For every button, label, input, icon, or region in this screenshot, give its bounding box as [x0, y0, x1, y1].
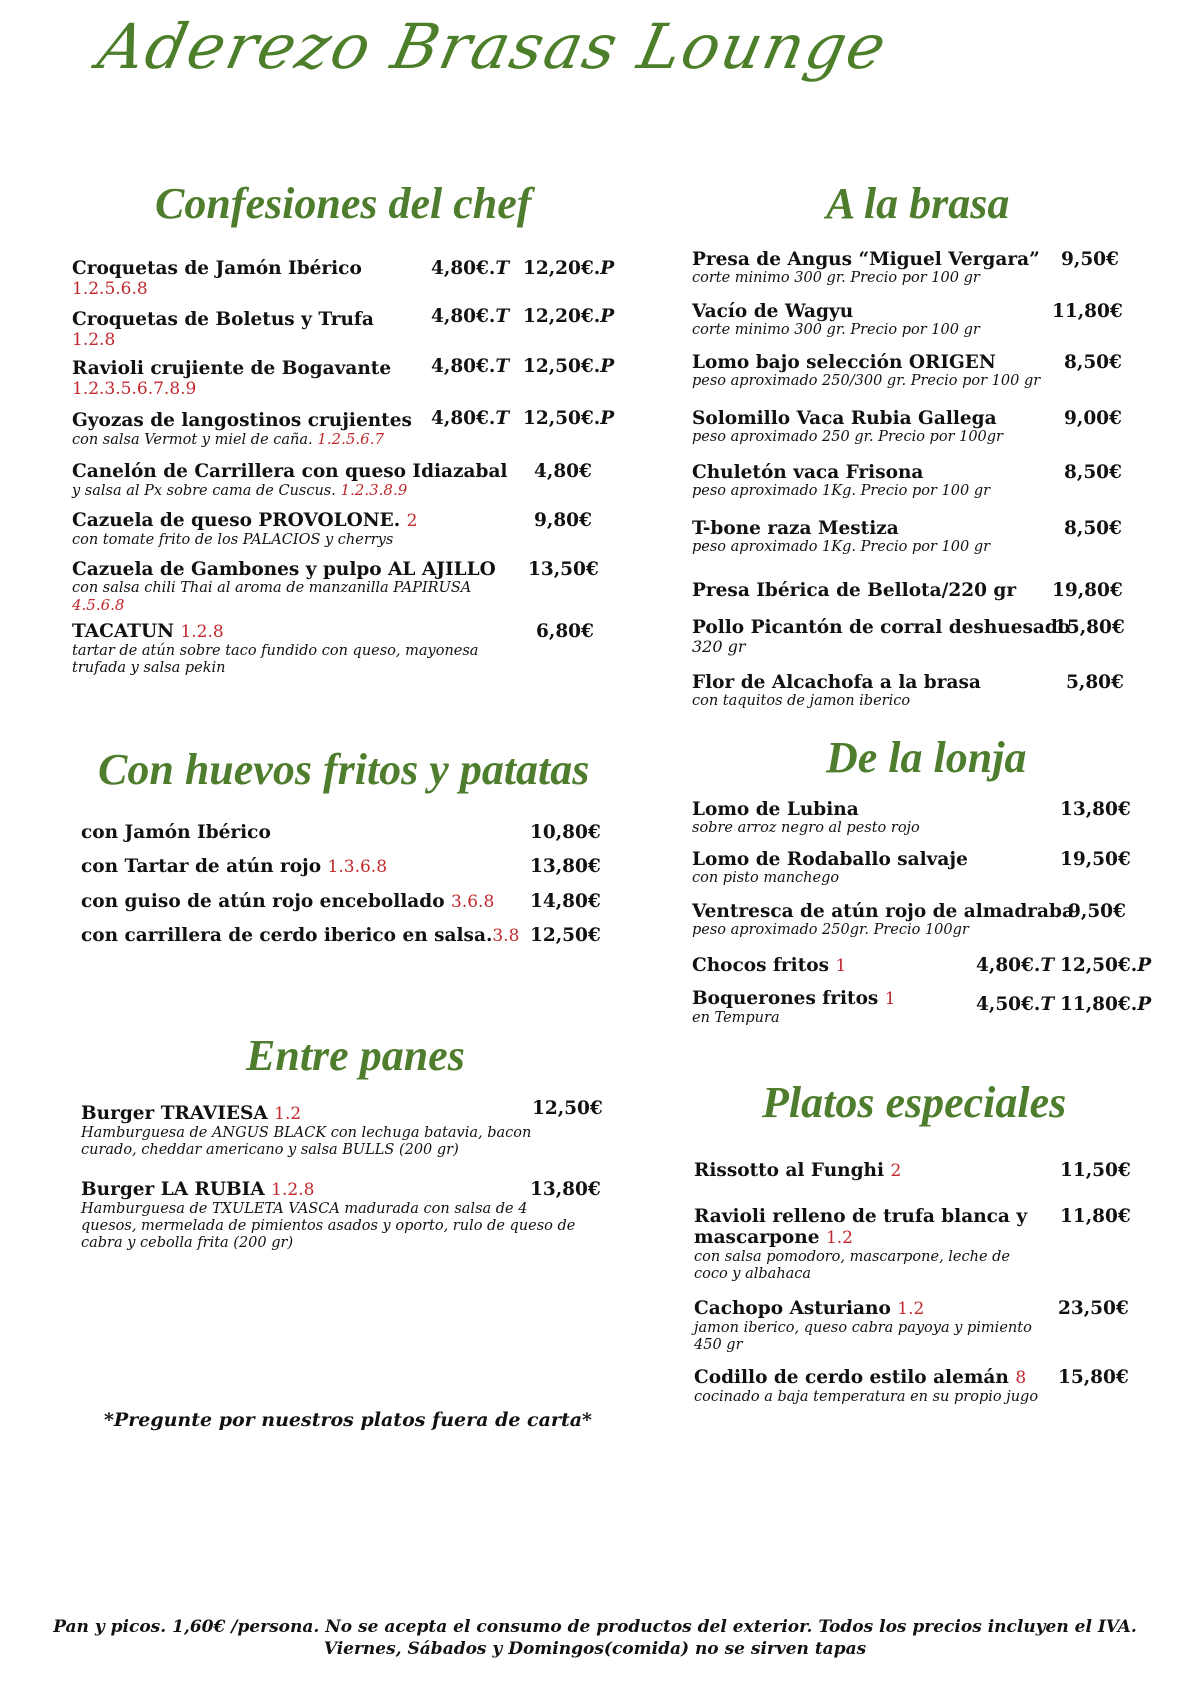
- section-title-panes: Entre panes: [246, 1031, 465, 1080]
- allergens: 1.2.5.6.8: [72, 279, 148, 299]
- price: 9,80€: [534, 510, 592, 531]
- price: 15,80€: [1058, 1367, 1129, 1388]
- section-title-lonja: De la lonja: [826, 733, 1027, 782]
- menu-item: Cazuela de queso PROVOLONE. 2 con tomate frito de los PALACIOS y cherrys: [72, 510, 418, 548]
- price: 8,50€: [1064, 518, 1122, 539]
- price-plate: 12,20€.P: [523, 258, 615, 279]
- menu-item: Vacío de Wagyu corte minimo 300 gr. Precio por 100 gr: [692, 301, 980, 338]
- price-plate: 12,20€.P: [523, 306, 615, 327]
- menu-item: Lomo de Lubina sobre arroz negro al pesto rojo: [692, 799, 920, 836]
- menu-item: Lomo de Rodaballo salvaje con pisto manchego: [692, 849, 968, 886]
- menu-item: TACATUN 1.2.8 tartar de atún sobre taco fundido con queso, mayonesa trufada y salsa pekin: [72, 621, 479, 676]
- menu-item: Burger TRAVIESA 1.2 Hamburguesa de ANGUS BLACK con lechuga batavia, bacon curado, cheddar americano y salsa BULLS (200 gr): [81, 1103, 532, 1158]
- price: 15,80€: [1054, 617, 1125, 638]
- price-tapa: 4,80€.T: [431, 258, 510, 279]
- price-tapa: 4,80€.T: [431, 356, 510, 377]
- allergens: 1.2.8: [72, 330, 116, 350]
- price-tapa: 4,80€.T: [976, 955, 1055, 976]
- menu-item: Chocos fritos 1: [692, 955, 847, 976]
- price: 23,50€: [1058, 1298, 1129, 1319]
- menu-item: con carrillera de cerdo iberico en salsa.3.8: [81, 925, 520, 946]
- price: 6,80€: [536, 621, 594, 642]
- section-title-especiales: Platos especiales: [762, 1078, 1067, 1127]
- menu-item: Chuletón vaca Frisona peso aproximado 1Kg. Precio por 100 gr: [692, 462, 991, 499]
- menu-item: Pollo Picantón de corral deshuesado 320 gr: [692, 617, 1071, 656]
- menu-item: Gyozas de langostinos crujientes con salsa Vermot y miel de caña. 1.2.5.6.7: [72, 410, 412, 448]
- price: 11,80€: [1060, 1206, 1131, 1227]
- menu-item: Cazuela de Gambones y pulpo AL AJILLO con salsa chili Thai al aroma de manzanilla PAPIRUSA 4.5.6.8: [72, 559, 496, 614]
- menu-item: Solomillo Vaca Rubia Gallega peso aproximado 250 gr. Precio por 100gr: [692, 408, 1003, 445]
- menu-item: Ventresca de atún rojo de almadraba peso aproximado 250gr. Precio 100gr: [692, 901, 1074, 938]
- section-title-huevos: Con huevos fritos y patatas: [98, 745, 590, 794]
- price: 13,80€: [530, 1179, 601, 1200]
- menu-item: Ravioli relleno de trufa blanca y mascarpone 1.2 con salsa pomodoro, mascarpone, leche de coco y albahaca: [694, 1206, 1028, 1282]
- price: 9,50€: [1061, 249, 1119, 270]
- restaurant-title: Aderezo Brasas Lounge: [92, 10, 895, 83]
- menu-item: Boquerones fritos 1 en Tempura: [692, 988, 896, 1026]
- price-plate: 12,50€.P: [523, 408, 615, 429]
- section-title-chef: Confesiones del chef: [155, 179, 532, 228]
- price: 4,80€: [534, 461, 592, 482]
- menu-item: Codillo de cerdo estilo alemán 8 cocinado a baja temperatura en su propio jugo: [694, 1367, 1039, 1405]
- price-plate: 12,50€.P: [523, 356, 615, 377]
- allergens: 1.2.3.5.6.7.8.9: [72, 379, 197, 399]
- price: 5,80€: [1066, 672, 1124, 693]
- menu-item: Rissotto al Funghi 2: [694, 1160, 902, 1181]
- price: 19,50€: [1060, 849, 1131, 870]
- menu-item: Lomo bajo selección ORIGEN peso aproximado 250/300 gr. Precio por 100 gr: [692, 352, 1041, 389]
- price: 8,50€: [1064, 462, 1122, 483]
- price-tapa: 4,80€.T: [431, 408, 510, 429]
- footer-line-2: Viernes, Sábados y Domingos(comida) no se sirven tapas: [323, 1639, 867, 1659]
- price: 9,50€: [1068, 901, 1126, 922]
- menu-item: Croquetas de Boletus y Trufa 1.2.8: [72, 309, 374, 350]
- price-tapa: 4,50€.T: [976, 994, 1055, 1015]
- section-title-brasa: A la brasa: [826, 179, 1010, 228]
- menu-item: con guiso de atún rojo encebollado 3.6.8: [81, 891, 495, 912]
- price: 13,80€: [1060, 799, 1131, 820]
- price: 9,00€: [1064, 408, 1122, 429]
- footer-line-1: Pan y picos. 1,60€ /persona. No se acepta el consumo de productos del exterior. Todos los precios incluyen el IVA.: [53, 1617, 1137, 1637]
- price: 13,50€: [528, 559, 599, 580]
- price: 13,80€: [530, 856, 601, 877]
- price: 12,50€: [532, 1098, 603, 1119]
- price: 12,50€: [530, 925, 601, 946]
- off-menu-note: *Pregunte por nuestros platos fuera de carta*: [104, 1409, 592, 1431]
- menu-item: T-bone raza Mestiza peso aproximado 1Kg. Precio por 100 gr: [692, 518, 991, 555]
- menu-item: con Tartar de atún rojo 1.3.6.8: [81, 856, 388, 877]
- price: 14,80€: [530, 891, 601, 912]
- menu-item: con Jamón Ibérico: [81, 822, 271, 843]
- menu-item: Flor de Alcachofa a la brasa con taquitos de jamon iberico: [692, 672, 981, 709]
- price: 8,50€: [1064, 352, 1122, 373]
- price-tapa: 4,80€.T: [431, 306, 510, 327]
- menu-item: Ravioli crujiente de Bogavante 1.2.3.5.6.7.8.9: [72, 358, 392, 399]
- price: 10,80€: [530, 822, 601, 843]
- price: 11,80€: [1052, 301, 1123, 322]
- price: 19,80€: [1052, 580, 1123, 601]
- price-plate: 11,80€.P: [1060, 994, 1152, 1015]
- menu-item: Presa de Angus “Miguel Vergara” corte minimo 300 gr. Precio por 100 gr: [692, 249, 1040, 286]
- price-plate: 12,50€.P: [1060, 955, 1152, 976]
- menu-item: Presa Ibérica de Bellota/220 gr: [692, 580, 1017, 601]
- menu-item: Canelón de Carrillera con queso Idiazabal y salsa al Px sobre cama de Cuscus. 1.2.3.8.9: [72, 461, 508, 499]
- price: 11,50€: [1060, 1160, 1131, 1181]
- footer: [0, 1616, 1190, 1660]
- menu-item: Burger LA RUBIA 1.2.8 Hamburguesa de TXULETA VASCA madurada con salsa de 4 quesos, mermelada de pimientos asados y oporto, rulo de queso de cabra y cebolla frita (200 gr): [81, 1179, 576, 1251]
- menu-item: Croquetas de Jamón Ibérico 1.2.5.6.8: [72, 258, 362, 299]
- menu-item: Cachopo Asturiano 1.2 jamon iberico, queso cabra payoya y pimiento 450 gr: [694, 1298, 1032, 1353]
